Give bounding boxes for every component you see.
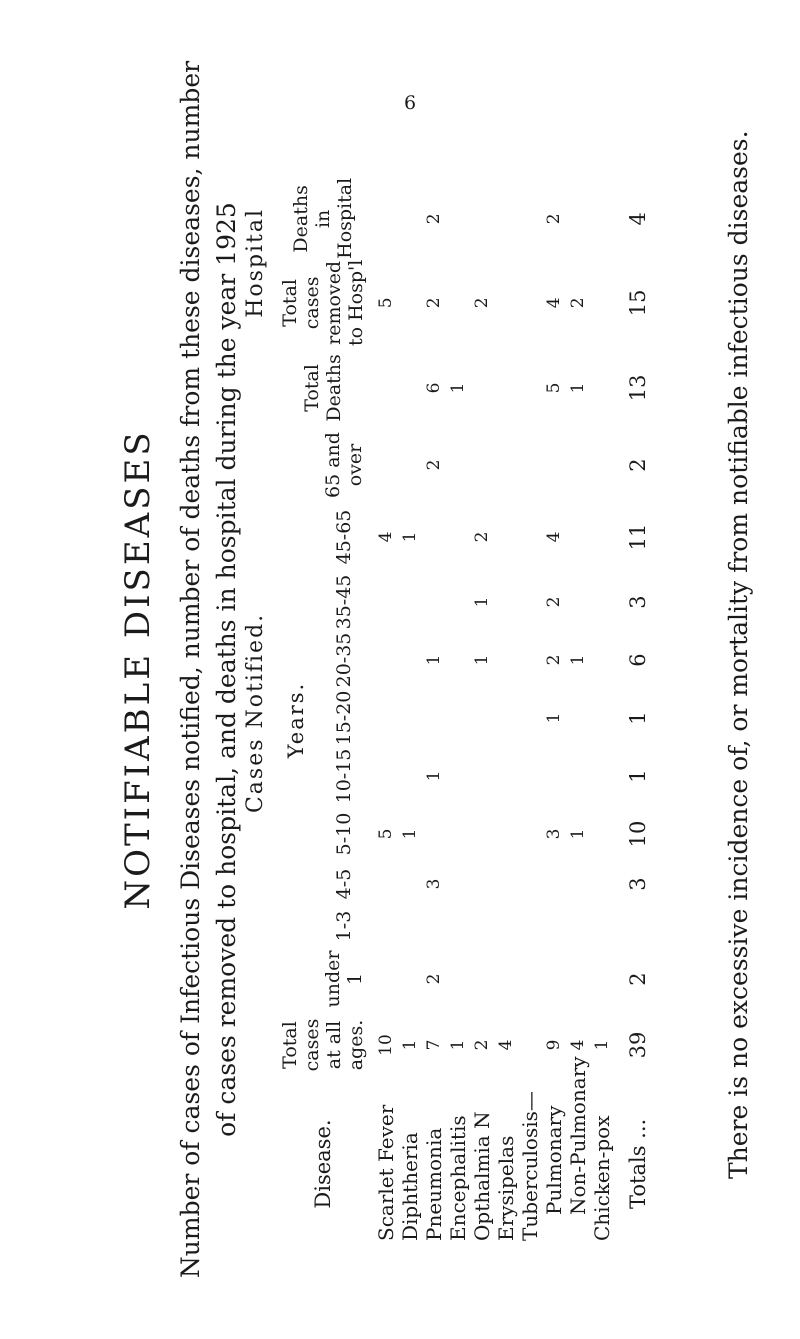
header-age: 45-65 [333, 509, 355, 565]
totals-label: Totals ... [626, 1118, 650, 1209]
disease-name: Chicken-pox [590, 1115, 614, 1241]
disease-name: Pulmonary [542, 1105, 566, 1215]
header-hospital: Hospital [242, 207, 268, 318]
notifiable-diseases-table [238, 179, 662, 1249]
disease-name: Tuberculosis— [518, 1091, 542, 1241]
col-deaths-in-hospital: 2 2 [424, 213, 564, 225]
col-total-deaths: 6 1 5 1 [424, 382, 588, 394]
page-title: NOTIFIABLE DISEASES [118, 429, 158, 910]
total-removed-value: 15 [626, 289, 650, 317]
header-disease: Disease. [311, 1119, 335, 1209]
total-under-1: 2 [626, 972, 650, 986]
header-removed-to-hospital: Total cases removed to Hosp'l [279, 259, 367, 347]
header-age: 35-45 [333, 574, 355, 630]
total-cases-value: 39 [626, 1031, 650, 1059]
header-deaths-in-hospital: Deaths in Hospital [290, 177, 356, 259]
col-age-15-20: 1 [544, 712, 564, 724]
header-cases-notified: Cases Notified. [242, 612, 268, 814]
col-age-5-10: 5 1 3 1 [376, 828, 588, 840]
header-years: Years. [284, 681, 308, 759]
disease-name: Encephalitis [446, 1115, 470, 1241]
total-age-35-45: 3 [626, 595, 650, 609]
col-age-65-over: 2 [424, 459, 444, 471]
col-age-45-65: 4 1 2 4 [376, 531, 564, 543]
header-age: 5-10 [333, 812, 355, 856]
footnote: There is no excessive incidence of, or mortality from notifiable infectious diseases. [724, 130, 753, 1179]
total-age-4-5: 3 [626, 877, 650, 891]
total-age-20-35: 6 [626, 653, 650, 667]
total-age-45-65: 11 [626, 523, 650, 551]
col-age-20-35: 1 1 2 1 [424, 654, 588, 666]
total-age-5-10: 10 [626, 820, 650, 848]
disease-name: Opthalmia N [470, 1111, 494, 1241]
subtitle-line-1: Number of cases of Infectious Diseases notified, number of deaths from these diseases, number [176, 60, 205, 1279]
disease-name: Pneumonia [422, 1127, 446, 1241]
col-under-1: 2 [424, 973, 444, 985]
total-age-15-20: 1 [626, 711, 650, 725]
header-total-cases: Total cases at all ages. [279, 1018, 367, 1072]
header-age: 65 and over [322, 432, 366, 498]
total-age-10-15: 1 [626, 769, 650, 783]
total-age-1-3 [614, 905, 662, 947]
disease-list [374, 1056, 614, 1249]
header-age: 20-35 [333, 632, 355, 688]
header-age: 4-5 [333, 868, 355, 900]
header-age: 10-15 [333, 748, 355, 804]
col-age-10-15: 1 [424, 770, 444, 782]
total-deaths-value: 13 [626, 374, 650, 402]
disease-name: Scarlet Fever [374, 1104, 398, 1241]
total-age-65-over: 2 [626, 458, 650, 472]
col-age-1-3 [374, 905, 614, 947]
page-number: 6 [404, 92, 417, 114]
subtitle-line-2: of cases removed to hospital, and deaths in hospital during the year 1925 [212, 202, 241, 1137]
col-removed-to-hospital: 5 2 2 4 2 [376, 297, 588, 309]
disease-name: Diphtheria [398, 1132, 422, 1241]
col-age-35-45: 1 2 [472, 596, 564, 608]
col-total-cases: 10 1 7 1 2 4 9 4 1 [376, 1034, 612, 1056]
col-age-4-5: 3 [424, 878, 444, 890]
header-age: 15-20 [333, 690, 355, 746]
header-age: 1-3 [333, 910, 355, 942]
total-hospital-deaths-value: 4 [626, 212, 650, 226]
header-age: under 1 [322, 950, 366, 1008]
disease-name: Non-Pulmonary [566, 1056, 590, 1215]
disease-name: Erysipelas [494, 1135, 518, 1241]
header-total-deaths: Total Deaths [301, 354, 345, 422]
